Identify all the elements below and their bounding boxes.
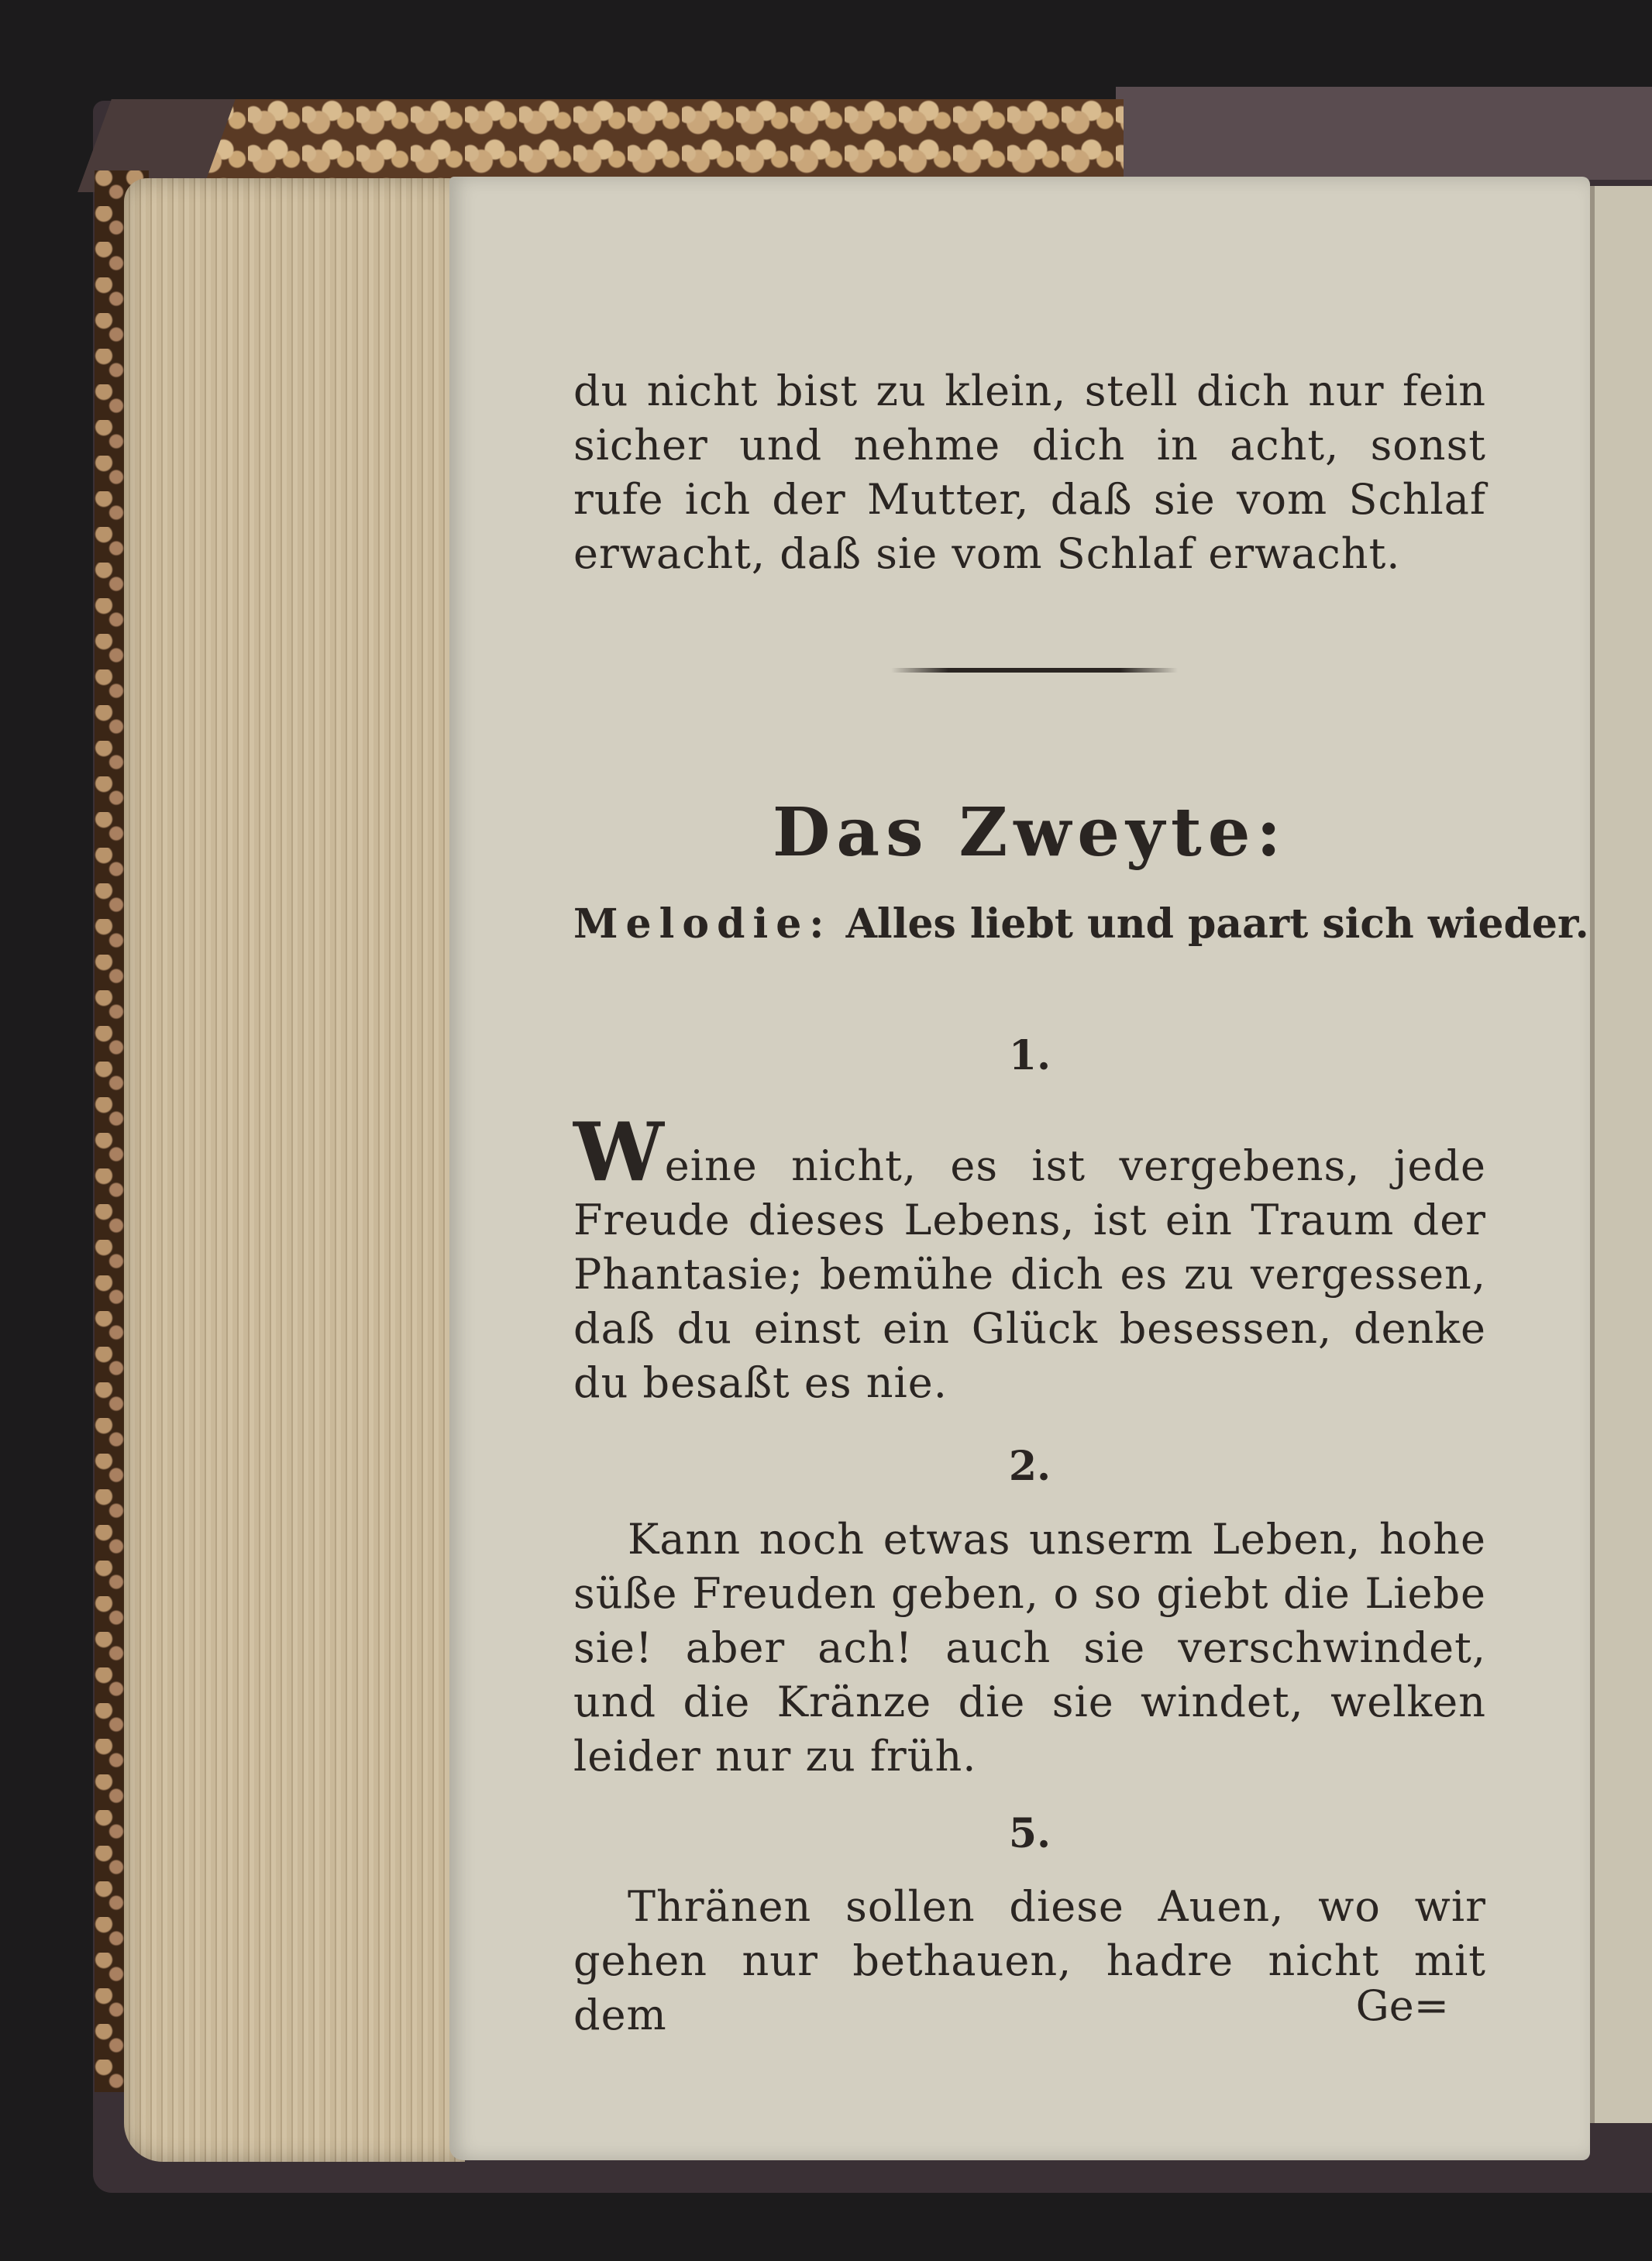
verse-number-3: 5. [1008, 1810, 1051, 1857]
facing-page-edge [1590, 186, 1652, 2123]
cover-cloth [1116, 87, 1652, 180]
page-edges [124, 178, 465, 2162]
section-heading: Das Zweyte: [772, 793, 1288, 872]
verse-2: Kann noch etwas unserm Leben, hohe süße Freuden geben, o so giebt die Liebe sie! aber ach! auch sie verschwindet, und die Kränze die sie windet, welken leider nur zu früh. [573, 1515, 1486, 1781]
verse-number-2: 2. [1008, 1443, 1051, 1490]
catchword: Ge= [1355, 1981, 1449, 2030]
verse-3: Thränen sollen diese Auen, wo wir gehen nur bethauen, hadre nicht mit dem [573, 1882, 1486, 2039]
dropcap: W [573, 1104, 665, 1199]
cover-marble-edge [194, 99, 1124, 184]
verse-number-1: 1. [1008, 1032, 1051, 1079]
melody-line [573, 897, 1589, 952]
verse-1-text: eine nicht, es ist vergebens, jede Freude dieses Lebens, ist ein Traum der Phantasie; bemühe dich es zu vergessen, daß du einst ein Glück besessen, denke du besaßt es nie. [573, 1141, 1486, 1407]
verse-1 [573, 1104, 1486, 1410]
melody-label: Melodie: [573, 900, 832, 948]
melody-text: Alles liebt und paart sich wieder. [831, 900, 1589, 948]
section-divider [891, 668, 1178, 673]
paragraph-top: du nicht bist zu klein, stell dich nur fein sicher und nehme dich in acht, sonst rufe ich der Mutter, daß sie vom Schlaf erwacht, daß sie vom Schlaf erwacht. [573, 367, 1486, 578]
